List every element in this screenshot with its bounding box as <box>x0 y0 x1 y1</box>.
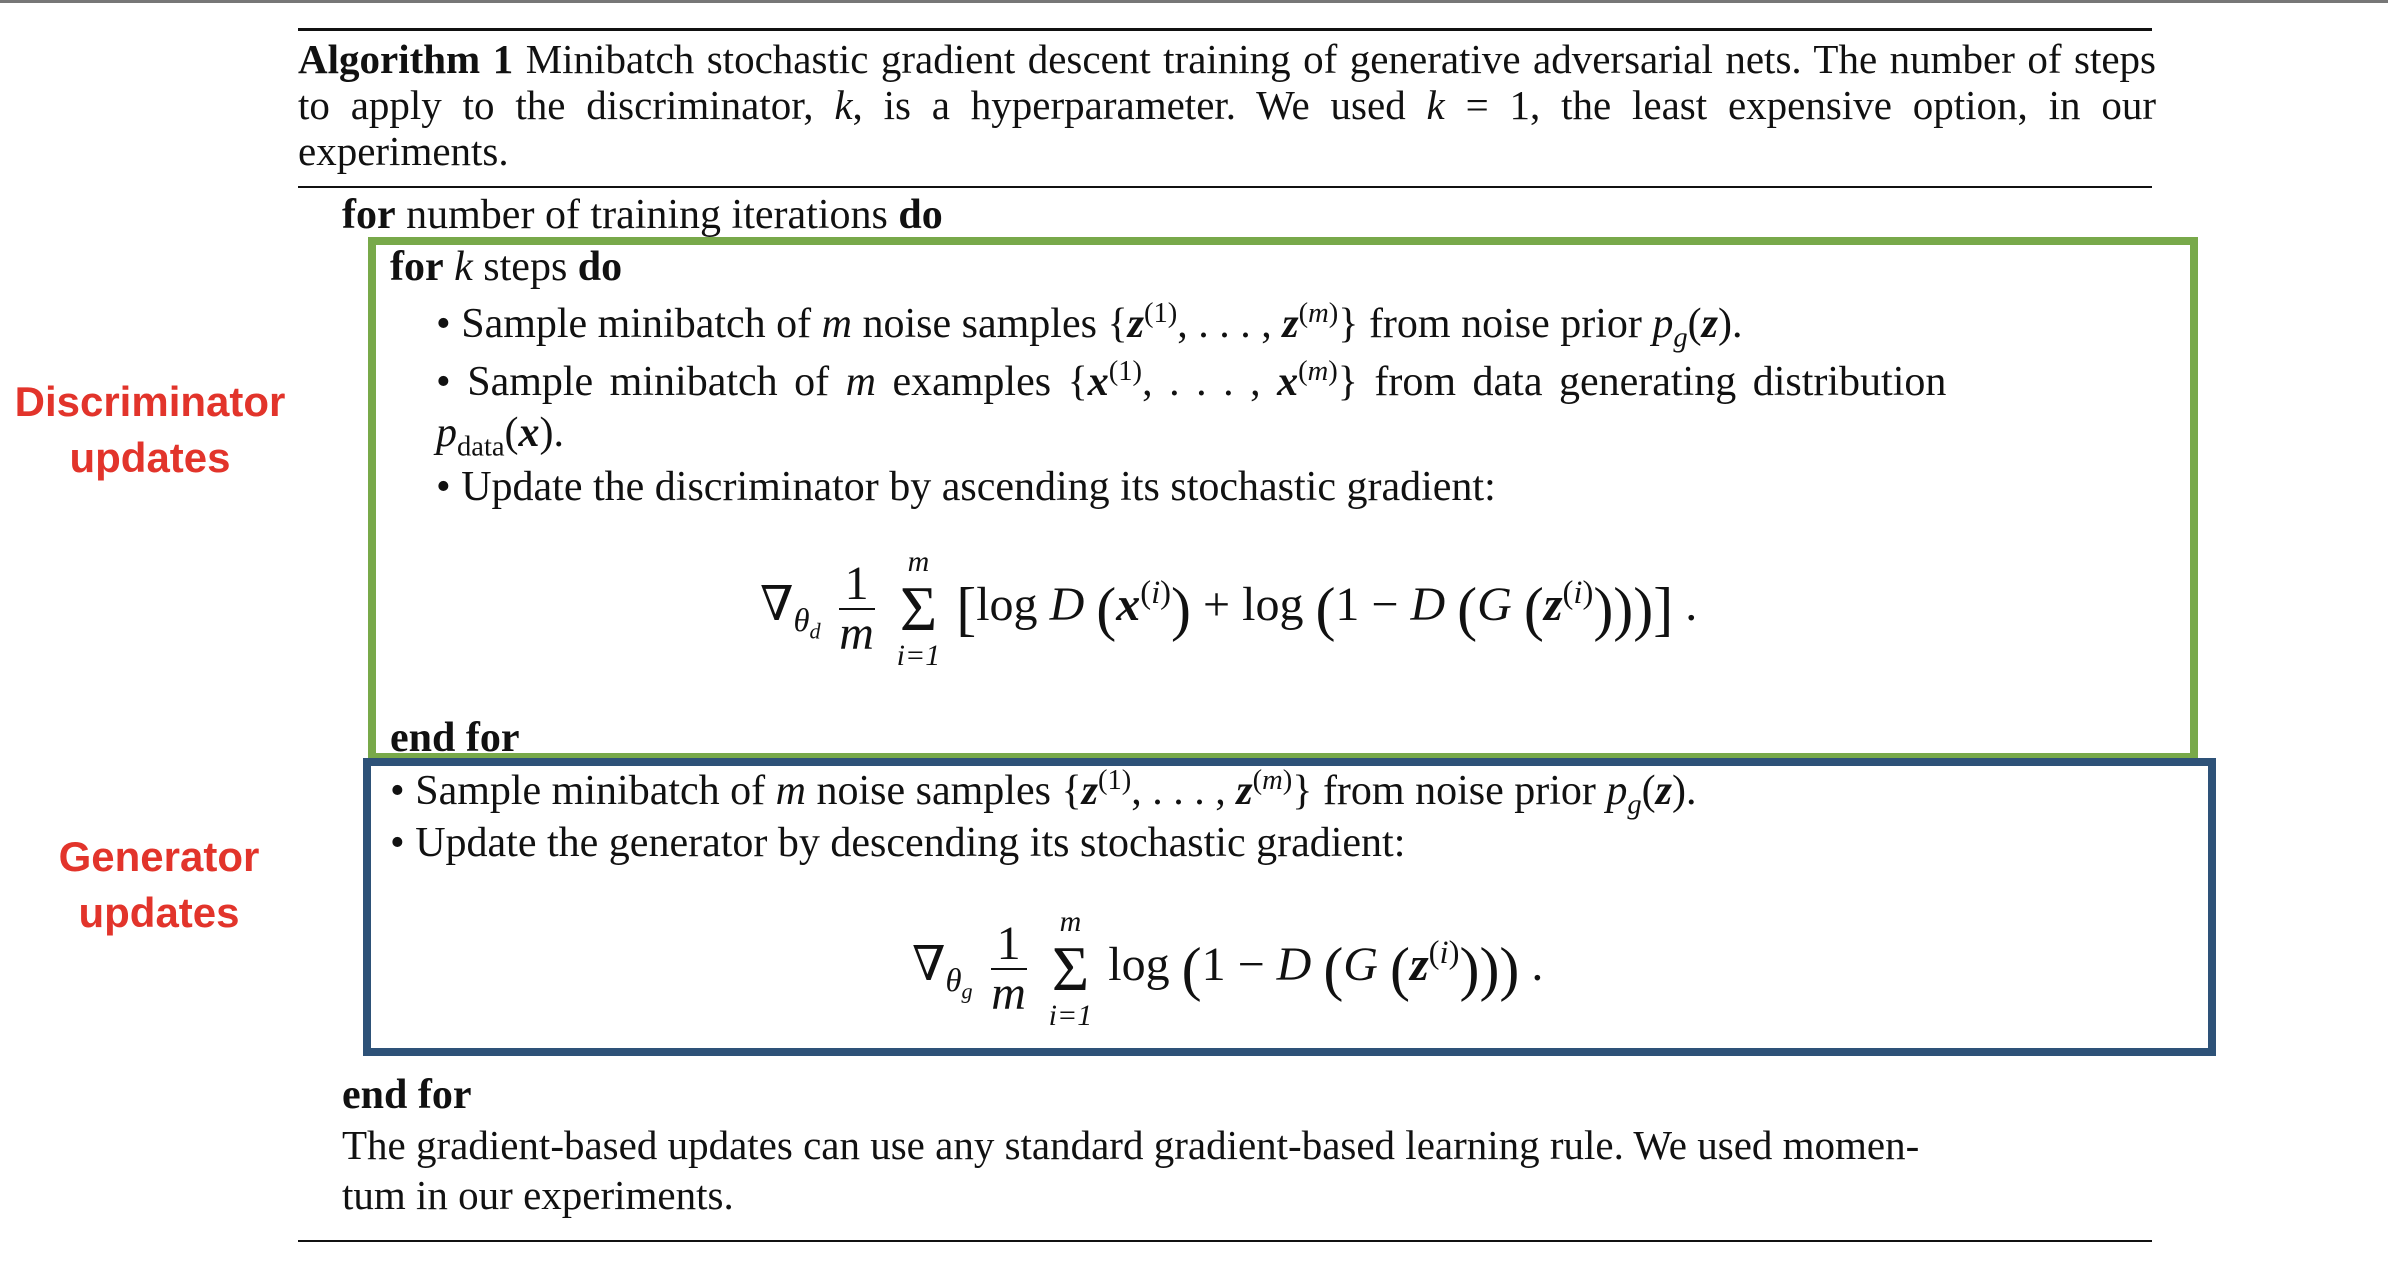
inner-end-for: end for <box>390 715 520 761</box>
bottom-rule <box>298 1240 2152 1242</box>
gen-bullet-update: • Update the generator by descending its stochastic gradient: <box>390 820 1406 866</box>
top-border <box>0 0 2388 3</box>
generator-label: Generator updates <box>58 833 260 936</box>
caption-label: Algorithm 1 <box>298 36 514 82</box>
outer-for-line: for number of training iterations do <box>342 192 943 238</box>
disc-bullet-update: • Update the discriminator by ascending its stochastic gradient: <box>436 464 1496 510</box>
disc-bullet-examples: • Sample minibatch of m examples {$x^{(1)}$, . . . , $x^{(m)}$} from data generating distribution <box>436 356 1947 405</box>
caption-bottom-rule <box>298 186 2152 188</box>
algorithm-caption <box>298 36 2156 174</box>
disc-bullet-noise: • Sample minibatch of m noise samples {$z^{(1)}$, . . . , $z^{(m)}$} from noise prior $p_g(z)$. <box>436 298 1743 354</box>
discriminator-gradient-equation: $\nabla_{\theta_d}$ $\frac{1}{m}$ m Σ i=1 [log D $(x^{(i)}) + \log (1 - D$ (G $(z^{(i)})$))] . <box>760 545 1698 672</box>
footer-paragraph: The gradient-based updates can use any standard gradient-based learning rule. We used momen- tum in our experiments. <box>342 1122 1920 1218</box>
generator-gradient-equation: $\nabla_{\theta_g}$ $\frac{1}{m}$ m Σ i=1 log (1 − D (G $(z^{(i)})$)) . <box>912 905 1544 1032</box>
caption-top-rule <box>298 28 2152 31</box>
disc-bullet-examples-cont: $p_{data}(x)$. <box>436 410 565 463</box>
caption-text: Minibatch stochastic gradient descent training of generative adversarial nets. The number of steps to apply to the discriminator, k, is a hyperparameter. We used k = 1, the least expensive option, in our experiments. <box>298 36 2157 174</box>
inner-for-line: for k steps do <box>390 244 623 290</box>
outer-end-for: end for <box>342 1072 472 1118</box>
discriminator-label: Discriminator updates <box>14 378 286 481</box>
gen-bullet-noise: • Sample minibatch of m noise samples {$z^{(1)}$, . . . , $z^{(m)}$} from noise prior $p_g(z)$. <box>390 765 1697 821</box>
